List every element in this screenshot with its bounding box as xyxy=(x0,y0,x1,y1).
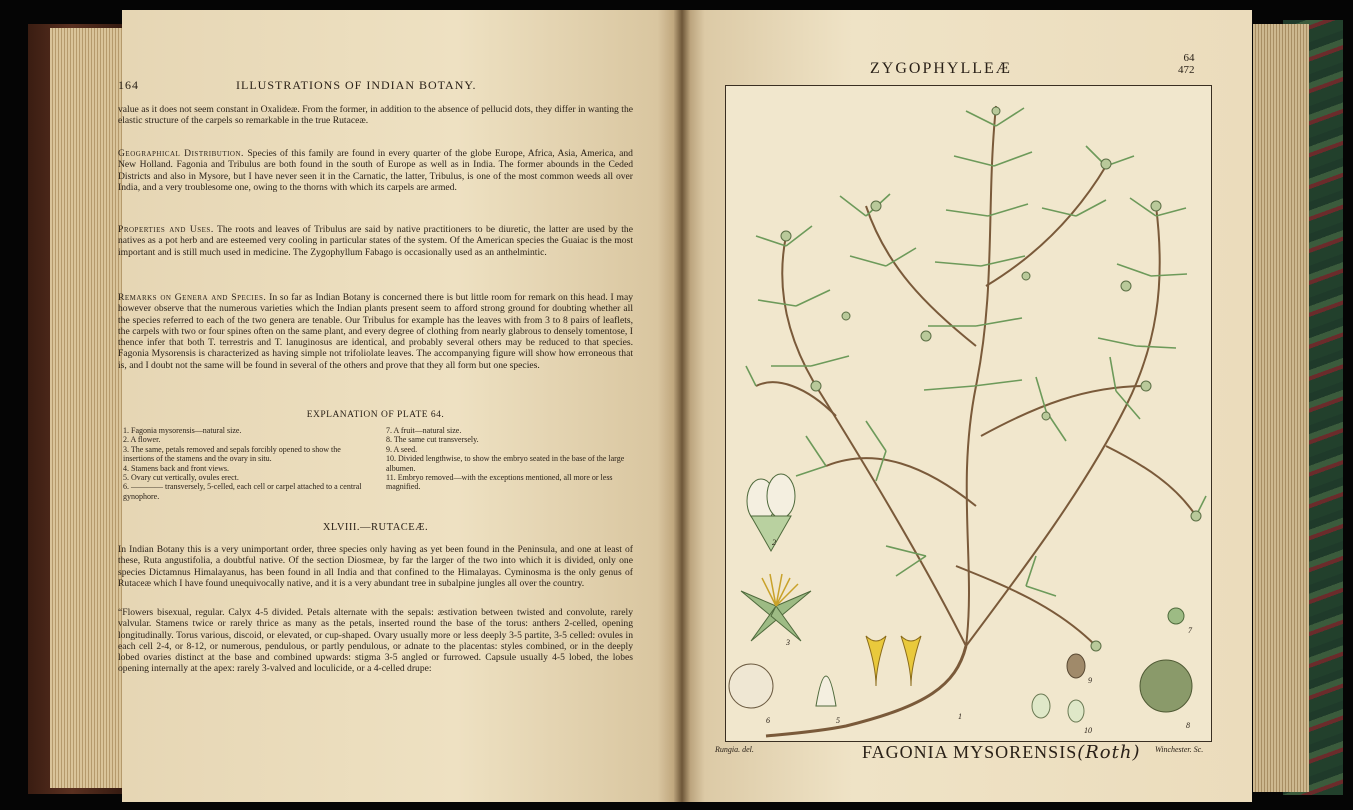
flower-figure xyxy=(747,474,795,551)
explanation-list-left xyxy=(123,426,363,501)
seed-section-figure xyxy=(1068,700,1084,722)
opened-flower-figure xyxy=(741,574,811,641)
figure-label: 8 xyxy=(1186,721,1190,730)
properties-heading: Properties and Uses. xyxy=(118,224,214,235)
book-gutter xyxy=(674,10,690,802)
explanation-item: 1. Fagonia mysorensis—natural size. xyxy=(123,426,242,435)
plate-numbers xyxy=(1178,52,1195,76)
page-number-right: 472 xyxy=(1178,64,1195,76)
seed-figure xyxy=(1067,654,1085,678)
page-number: 164 xyxy=(118,78,139,92)
geo-distribution-paragraph xyxy=(118,148,633,193)
engraver-credit: Winchester. Sc. xyxy=(1155,745,1204,754)
rutaceae-paragraph-1: In Indian Botany this is a very unimportant order, three species only having as yet been found in the Peninsula, and one at least of these, Ruta angustifolia, a doubtful native. Of the section Diosmeæ, by far the larger of the two into which it is divided, only one species Dictamnus Himalayanus, has been found in all India and that confined to the Himalayas. Cyminosma is the only genus of Rutaceæ which I have found unequivocally native, and it is a very abundant tree in subalpine jungles all over the country. xyxy=(118,544,633,589)
figure-label: 9 xyxy=(1088,676,1092,685)
root xyxy=(766,646,966,736)
explanation-item: 9. A seed. xyxy=(386,444,418,454)
explanation-item: 7. A fruit—natural size. xyxy=(386,426,462,435)
figure-label: 3 xyxy=(786,638,790,647)
right-page-edges xyxy=(1253,24,1309,792)
figure-label: 7 xyxy=(1188,626,1192,635)
botanical-plate xyxy=(725,85,1212,742)
explanation-item: 11. Embryo removed—with the exceptions mentioned, all more or less magnified. xyxy=(386,473,613,492)
stamen-figure xyxy=(866,636,886,686)
section-title: XLVIII.—RUTACEÆ. xyxy=(322,522,429,533)
remarks-heading: Remarks on Genera and Species. xyxy=(118,292,267,303)
stems xyxy=(756,106,1196,646)
figure-label: 6 xyxy=(766,716,770,725)
stamen-figure xyxy=(901,636,921,686)
fruit-cross-section xyxy=(1140,660,1192,712)
running-title: ILLUSTRATIONS OF INDIAN BOTANY. xyxy=(236,78,477,92)
explanation-item: 5. Ovary cut vertically, ovules erect. xyxy=(123,473,239,483)
remarks-text: In so far as Indian Botany is concerned there is but little room for remark on this head. I may however observe that the numerous varieties which the Indian plants present seem to afford strong ground for doubting whether all the species referred to each of the two genera are tenable. Our Tribulus for example has the leaves with from 3 to 8 pairs of leaflets, the carpels with two or four spines often on the same plant, and every degree of clothing from nearly glabrous to densely tomentose, I thence infer that both T. terrestris and T. lanuginosus are identical, and probably several others may be reduced to that species. Fagonia Mysorensis is characterized as having simple not trifoliolate leaves. The accompanying figure will show how erroneous that is, and I doubt not the same will be found in several of the others and prove that they all form but one species. xyxy=(118,292,634,371)
artist-credit: Rungia. del. xyxy=(715,745,754,754)
figure-label: 1 xyxy=(958,712,962,721)
ovary-cross-section xyxy=(729,664,773,708)
figure-label: 5 xyxy=(836,716,840,725)
plate-number: 64 xyxy=(1183,52,1195,64)
properties-text: The roots and leaves of Tribulus are said by native practitioners to be diuretic, the latter are used by the natives as a pot herb and are esteemed very cooling in particular states of the system. Of the American species the Guaiac is the most important and is still much used in medicine. The Zygophyllum Fabago is occasionally used as an anthelmintic. xyxy=(118,224,633,258)
explanation-item: 3. The same, petals removed and sepals forcibly opened to show the insertions of the stamens and the ovary in situ. xyxy=(123,444,341,464)
intro-paragraph: value as it does not seem constant in Oxalideæ. From the former, in addition to the absence of pellucid dots, they differ in wanting the elastic structure of the carpels so remarkable in the true Rutaceæ. xyxy=(118,104,633,127)
explanation-item: 10. Divided lengthwise, to show the embryo seated in the base of the large albumen. xyxy=(386,454,625,473)
fruit-figure xyxy=(1168,608,1184,624)
explanation-list-right xyxy=(386,426,631,492)
plant-illustration xyxy=(726,86,1211,741)
explanation-item: 2. A flower. xyxy=(123,435,161,445)
seed-section-figure xyxy=(1032,694,1050,718)
geo-text: Species of this family are found in every quarter of the globe Europe, Africa, Asia, America, and New Holland. Fagonia and Tribulus are both found in the south of Europe as well as in India. The former abounds in the Ceded Districts and also in Mysore, but I have never seen it in the Carnatic, the latter, Tribulus, is one of the most common weeds all over India, and a very troublesome one, owing to the thorns with which its carpels are armed. xyxy=(118,148,633,193)
right-running-head: ZYGOPHYLLEÆ xyxy=(870,60,1012,77)
ovary-section-figure xyxy=(816,676,836,706)
rutaceae-paragraph-2: “Flowers bisexual, regular. Calyx 4-5 divided. Petals alternate with the sepals: æstivation between twisted and convolute, rarely valvular. Stamens twice or rarely thrice as many as the petals, inserted round the base of the torus: anthers 2-celled, opening longitudinally. Torus various, discoid, or elevated, or cup-shaped. Ovary usually more or less deeply 3-5 partite, 3-5 celled: ovules in each cell 2-4, or 8-12, or numerous, pendulous, or partly pendulous, or adnate to the placentas: styles combined, or in the deeply lobed ovaries distinct at the base and combined upwards: stigma 3-5 angled or furrowed. Capsule usually 4-5 lobed, the lobes opening internally at the apex: rarely 3-valved and loculicide, or a 4-celled drupe: xyxy=(118,607,633,675)
figure-label: 10 xyxy=(1084,726,1092,735)
plate-title-name: FAGONIA MYSORENSIS xyxy=(862,742,1078,762)
explanation-title: EXPLANATION OF PLATE 64. xyxy=(306,410,445,420)
geo-heading: Geographical Distribution. xyxy=(118,148,244,159)
figure-label: 2 xyxy=(772,538,776,547)
leaves xyxy=(746,108,1206,596)
remarks-paragraph xyxy=(118,292,633,371)
left-page xyxy=(122,10,680,802)
explanation-item: 8. The same cut transversely. xyxy=(386,435,479,445)
explanation-item: 4. Stamens back and front views. xyxy=(123,463,229,473)
explanation-item: 6. ———— transversely, 5-celled, each cell or carpel attached to a central gynophore. xyxy=(123,482,362,501)
properties-paragraph xyxy=(118,224,633,258)
plate-title xyxy=(862,742,1140,763)
plate-title-authority: (Roth) xyxy=(1077,742,1141,763)
